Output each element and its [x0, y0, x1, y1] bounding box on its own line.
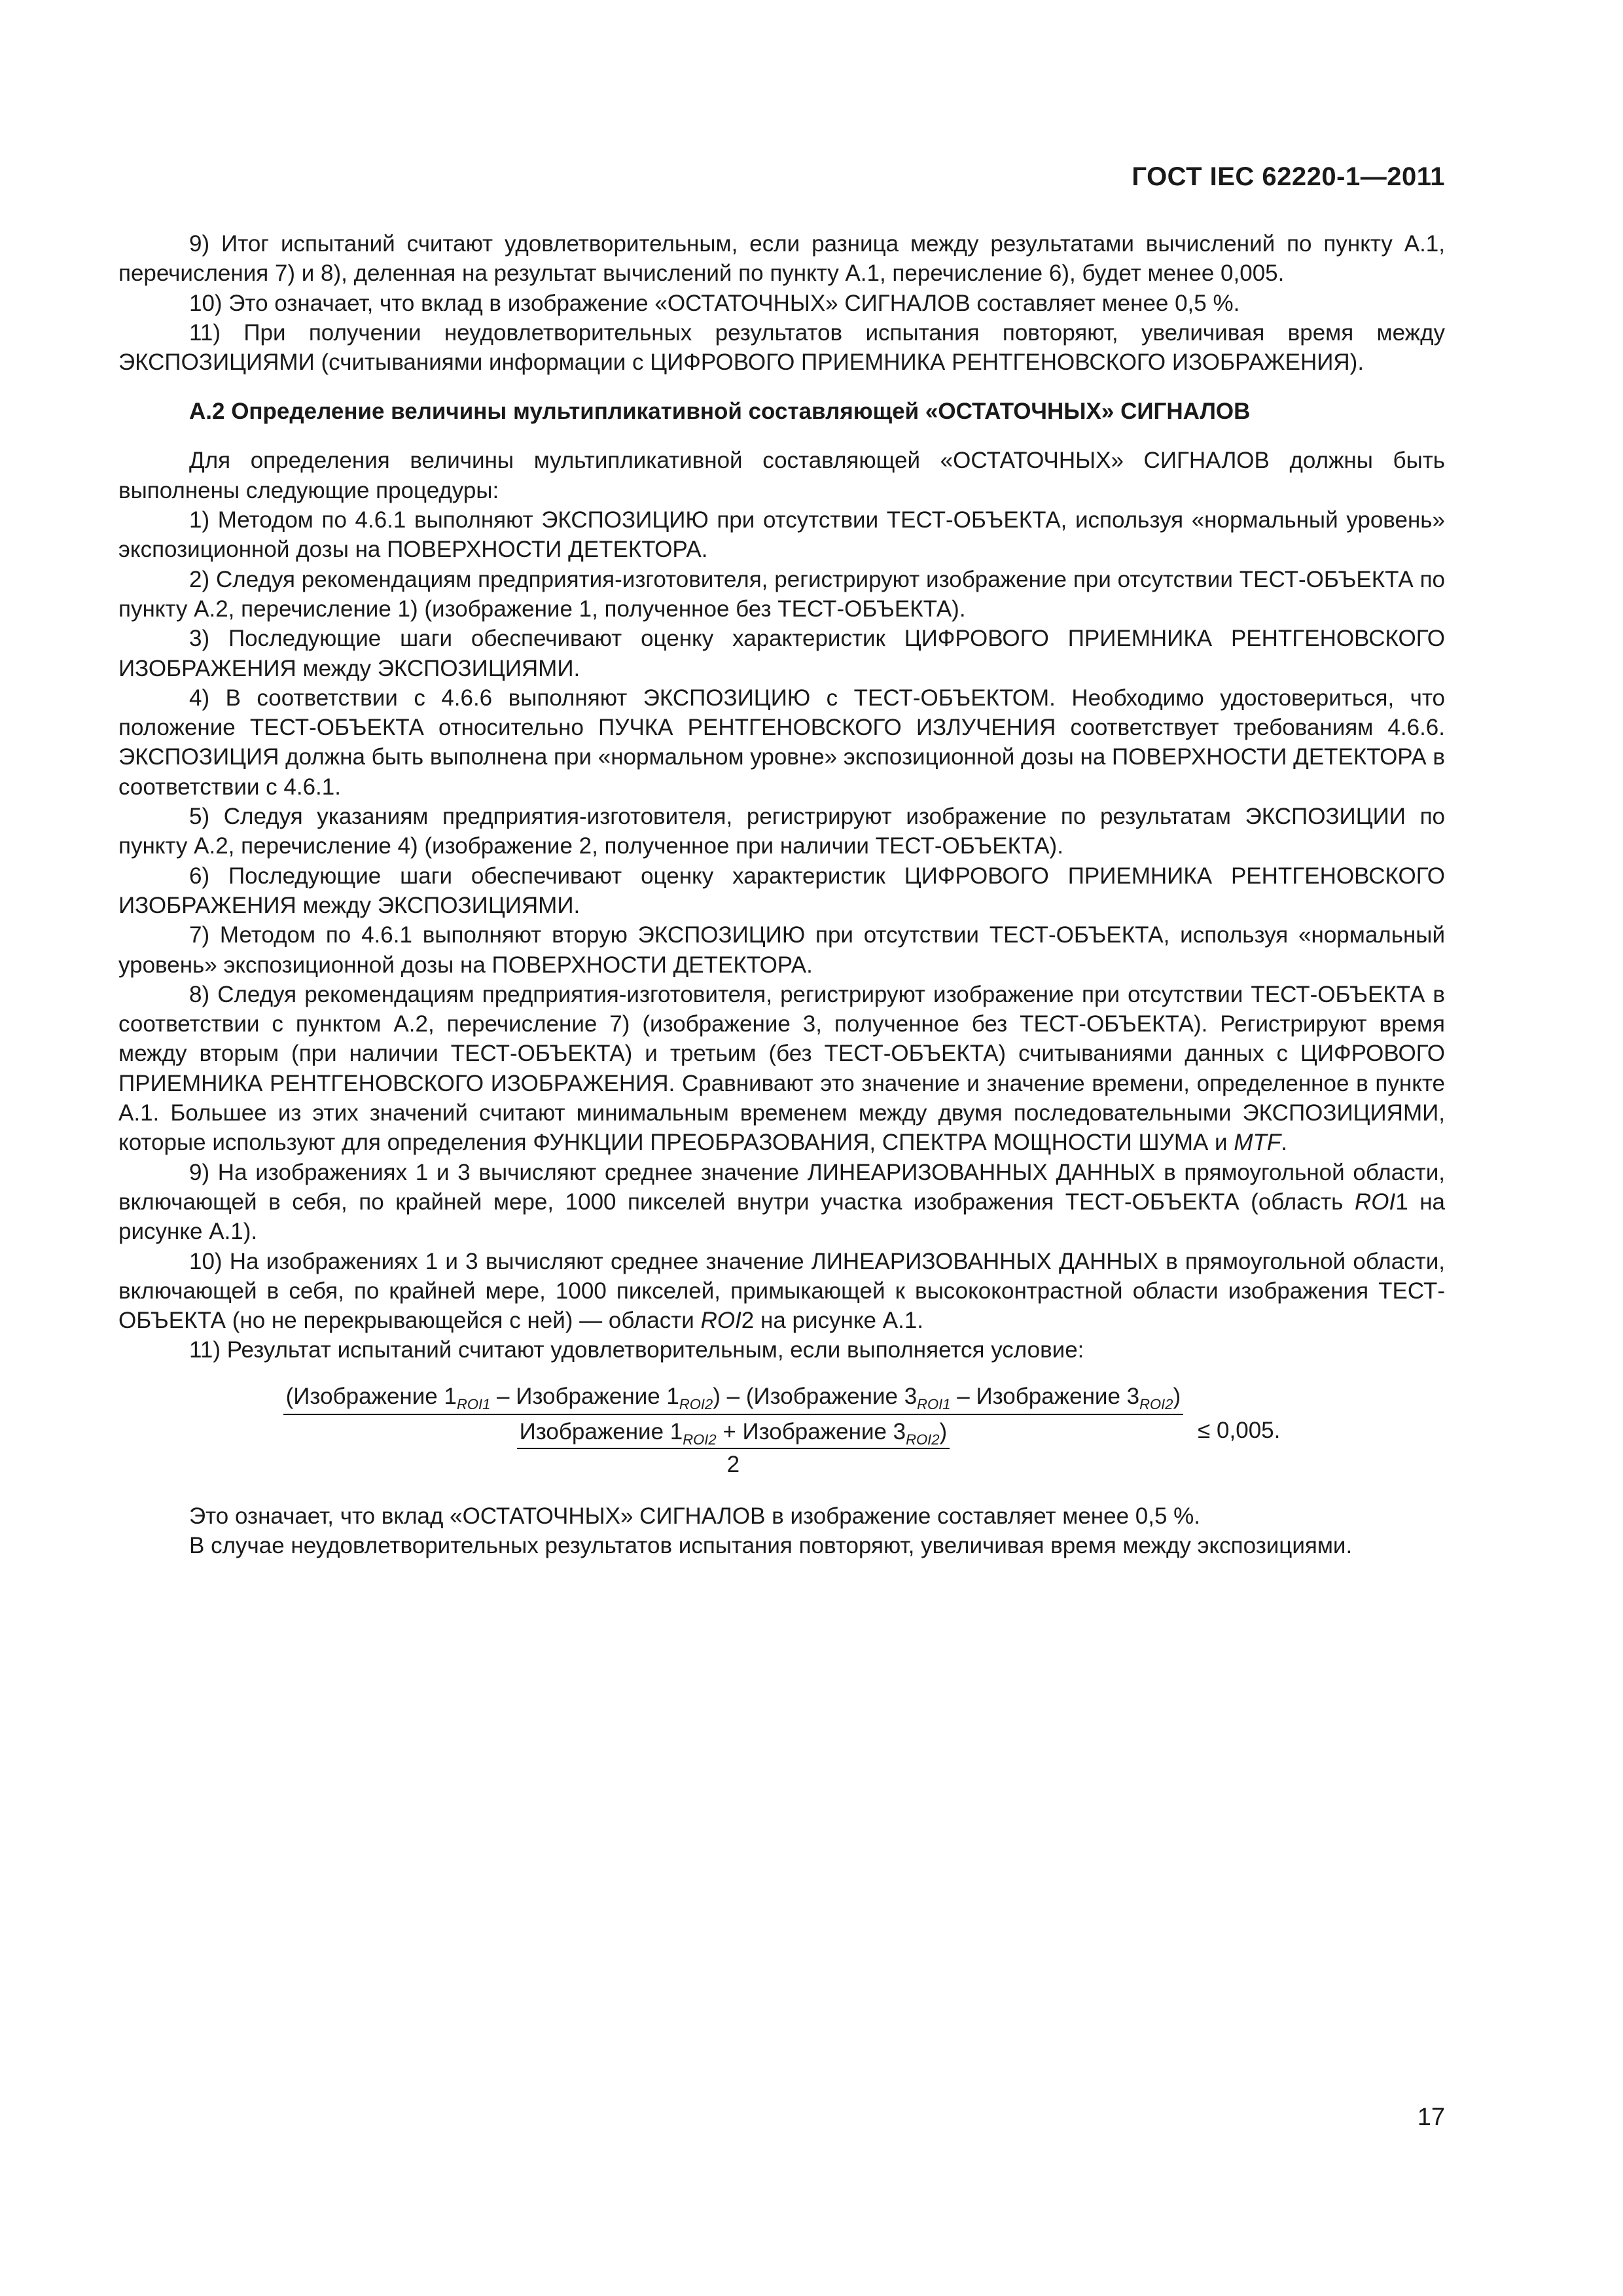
- step-10: [118, 1247, 1445, 1336]
- step-8: [118, 980, 1445, 1158]
- step-9-text: 9) На изображениях 1 и 3 вычисляют среднее значение ЛИНЕАРИЗОВАННЫХ ДАННЫХ в прямоугольной области, включающей в себя, по крайней мере, 1000 пикселей внутри участка изображения ТЕСТ-ОБЪЕКТА (область: [118, 1159, 1445, 1215]
- paragraph: 10) Это означает, что вклад в изображение «ОСТАТОЧНЫХ» СИГНАЛОВ составляет менее 0,5 %.: [189, 290, 1240, 316]
- step-4: 4) В соответствии с 4.6.6 выполняют ЭКСПОЗИЦИЮ с ТЕСТ-ОБЪЕКТОМ. Необходимо удостовериться, что положение ТЕСТ-ОБЪЕКТА относительно ПУЧКА РЕНТГЕНОВСКОГО ИЗЛУЧЕНИЯ соответствует требованиям 4.6.6. ЭКСПОЗИЦИЯ должна быть выполнена при «нормальном уровне» экспозиционной дозы на ПОВЕРХНОСТИ ДЕТЕКТОРА в соответствии с 4.6.1.: [118, 685, 1445, 800]
- step-6: 6) Последующие шаги обеспечивают оценку характеристик ЦИФРОВОГО ПРИЕМНИКА РЕНТГЕНОВСКОГО ИЗОБРАЖЕНИЯ между ЭКСПОЗИЦИЯМИ.: [118, 863, 1445, 918]
- paragraph: В случае неудовлетворительных результатов испытания повторяют, увеличивая время между экспозициями.: [189, 1532, 1353, 1558]
- denominator-divisor: 2: [726, 1451, 740, 1477]
- step-1: 1) Методом по 4.6.1 выполняют ЭКСПОЗИЦИЮ при отсутствии ТЕСТ-ОБЪЕКТА, используя «нормальный уровень» экспозиционной дозы на ПОВЕРХНОСТИ ДЕТЕКТОРА.: [118, 507, 1445, 563]
- step-7: 7) Методом по 4.6.1 выполняют вторую ЭКСПОЗИЦИЮ при отсутствии ТЕСТ-ОБЪЕКТА, используя «нормальный уровень» экспозиционной дозы на ПОВЕРХНОСТИ ДЕТЕКТОРА.: [118, 922, 1445, 978]
- step-10-text: 10) На изображениях 1 и 3 вычисляют среднее значение ЛИНЕАРИЗОВАННЫХ ДАННЫХ в прямоугольной области, включающей в себя, по крайней мере, 1000 пикселей, примыкающей к высококонтрастной области изображения ТЕСТ-ОБЪЕКТА (но не перекрывающейся с ней) — области: [118, 1248, 1445, 1334]
- step-11: 11) Результат испытаний считают удовлетворительным, если выполняется условие:: [189, 1337, 1084, 1363]
- formula-fraction: [283, 1382, 1184, 1479]
- subscript-roi2: ROI2: [906, 1431, 940, 1448]
- step-3: 3) Последующие шаги обеспечивают оценку характеристик ЦИФРОВОГО ПРИЕМНИКА РЕНТГЕНОВСКОГО ИЗОБРАЖЕНИЯ между ЭКСПОЗИЦИЯМИ.: [118, 626, 1445, 681]
- section-title: А.2 Определение величины мультипликативной составляющей «ОСТАТОЧНЫХ» СИГНАЛОВ: [189, 399, 1251, 425]
- mtf-term: MTF: [1234, 1130, 1281, 1156]
- subscript-roi1: ROI1: [917, 1395, 951, 1412]
- subscript-roi2: ROI2: [679, 1395, 713, 1412]
- roi-term: ROI: [1354, 1189, 1396, 1215]
- roi-term: ROI: [700, 1308, 741, 1334]
- step-8-end: .: [1281, 1130, 1288, 1156]
- page-content: [118, 229, 1445, 1560]
- step-8-text: 8) Следуя рекомендациям предприятия-изготовителя, регистрируют изображение при отсутствии ТЕСТ-ОБЪЕКТА в соответствии с пунктом А.2, перечисление 7) (изображение 3, полученное без ТЕСТ-ОБЪЕКТА). Регистрируют время между вторым (при наличии ТЕСТ-ОБЪЕКТА) и третьим (без ТЕСТ-ОБЪЕКТА) считываниями данных с ЦИФРОВОГО ПРИЕМНИКА РЕНТГЕНОВСКОГО ИЗОБРАЖЕНИЯ. Сравнивают это значение и значение времени, определенное в пункте А.1. Большее из этих значений считают минимальным временем между двумя последовательными ЭКСПОЗИЦИЯМИ, которые используют для определения ФУНКЦИИ ПРЕОБРАЗОВАНИЯ, СПЕКТРА МОЩНОСТИ ШУМА и: [118, 981, 1445, 1156]
- section-intro: Для определения величины мультипликативной составляющей «ОСТАТОЧНЫХ» СИГНАЛОВ должны быть выполнены следующие процедуры:: [118, 448, 1445, 503]
- subscript-roi2: ROI2: [1139, 1395, 1173, 1412]
- formula-numerator: (Изображение $1_{ROI1}$ – Изображение $1_{ROI2}$) – (Изображение $3_{ROI1}$ – Изображение $3_{ROI2}$): [285, 1383, 1181, 1412]
- paragraph: 11) При получении неудовлетворительных результатов испытания повторяют, увеличивая время между ЭКСПОЗИЦИЯМИ (считываниями информации с ЦИФРОВОГО ПРИЕМНИКА РЕНТГЕНОВСКОГО ИЗОБРАЖЕНИЯ).: [118, 319, 1445, 376]
- residual-signal-formula: [118, 1382, 1445, 1479]
- step-5: 5) Следуя указаниям предприятия-изготовителя, регистрируют изображение по результатам ЭКСПОЗИЦИИ по пункту А.2, перечисление 4) (изображение 2, полученное при наличии ТЕСТ-ОБЪЕКТА).: [118, 804, 1445, 859]
- step-2: 2) Следуя рекомендациям предприятия-изготовителя, регистрируют изображение при отсутствии ТЕСТ-ОБЪЕКТА по пункту А.2, перечисление 1) (изображение 1, полученное без ТЕСТ-ОБЪЕКТА).: [118, 566, 1445, 622]
- formula-denominator: [517, 1415, 950, 1479]
- step-9-end: 1 на рисунке А.1).: [118, 1189, 1446, 1245]
- step-10-end: 2 на рисунке А.1.: [741, 1308, 924, 1334]
- formula-relation: ≤ 0,005.: [1198, 1417, 1281, 1443]
- subscript-roi1: ROI1: [456, 1395, 491, 1412]
- paragraph: 9) Итог испытаний считают удовлетворительным, если разница между результатами вычислений по пункту А.1, перечисления 7) и 8), деленная на результат вычислений по пункту А.1, перечисление 6), будет менее 0,005.: [118, 231, 1445, 287]
- page-number: 17: [1417, 2104, 1445, 2131]
- step-9: [118, 1158, 1445, 1247]
- document-code: ГОСТ IEC 62220-1—2011: [1132, 162, 1445, 191]
- subscript-roi2: ROI2: [683, 1431, 717, 1448]
- paragraph: Это означает, что вклад «ОСТАТОЧНЫХ» СИГНАЛОВ в изображение составляет менее 0,5 %.: [189, 1503, 1201, 1529]
- denominator-numerator: Изображение $1_{ROI2}$ + Изображение $3_{ROI2}$): [517, 1418, 950, 1449]
